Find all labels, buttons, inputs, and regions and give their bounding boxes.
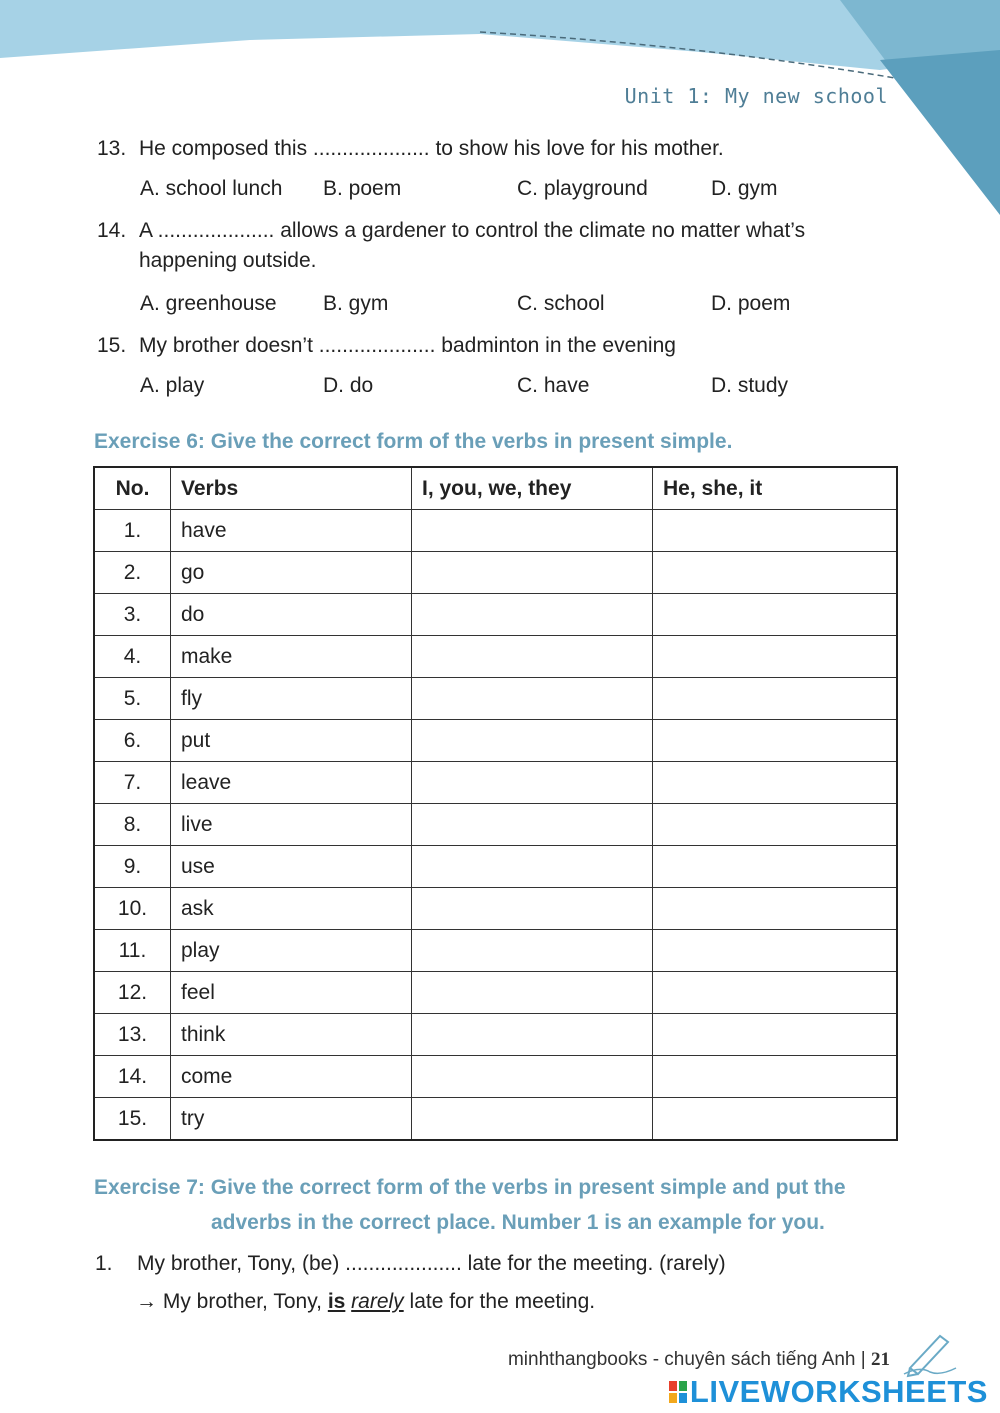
table-row <box>94 510 897 552</box>
answer-cell-singular[interactable] <box>653 678 898 720</box>
answer-cell-singular[interactable] <box>653 930 898 972</box>
answer-cell-singular[interactable] <box>653 1014 898 1056</box>
row-number: 15. <box>94 1098 171 1141</box>
answer-cell-plural[interactable] <box>412 1098 653 1141</box>
answer-cell-singular[interactable] <box>653 888 898 930</box>
row-number: 10. <box>94 888 171 930</box>
row-number: 5. <box>94 678 171 720</box>
answer-cell-plural[interactable] <box>412 762 653 804</box>
option-c: C. school <box>517 292 605 315</box>
answer-cell-plural[interactable] <box>412 636 653 678</box>
row-verb: feel <box>171 972 412 1014</box>
exercise-7-item-1 <box>95 1249 726 1279</box>
answer-cell-singular[interactable] <box>653 846 898 888</box>
answer-cell-plural[interactable] <box>412 510 653 552</box>
liveworksheets-watermark[interactable] <box>668 1374 988 1410</box>
option-a: A. play <box>140 374 205 397</box>
table-row <box>94 846 897 888</box>
example-answer <box>136 1290 595 1314</box>
table-header-row <box>94 467 897 510</box>
answer-cell-plural[interactable] <box>412 1014 653 1056</box>
pen-icon <box>900 1328 960 1378</box>
answer-cell-singular[interactable] <box>653 510 898 552</box>
answer-cell-plural[interactable] <box>412 930 653 972</box>
row-number: 14. <box>94 1056 171 1098</box>
exercise-7-title-line1: Exercise 7: Give the correct form of the verbs in present simple and put the <box>94 1176 846 1199</box>
answer-cell-singular[interactable] <box>653 636 898 678</box>
row-verb: make <box>171 636 412 678</box>
answer-cell-singular[interactable] <box>653 972 898 1014</box>
answer-cell-singular[interactable] <box>653 552 898 594</box>
row-verb: try <box>171 1098 412 1141</box>
answer-cell-singular[interactable] <box>653 804 898 846</box>
answer-cell-plural[interactable] <box>412 678 653 720</box>
answer-verb: is <box>327 1290 346 1313</box>
row-number: 13. <box>94 1014 171 1056</box>
question-text-line2: happening outside. <box>139 249 317 272</box>
question-number: 14. <box>97 219 127 242</box>
row-verb: do <box>171 594 412 636</box>
table-row <box>94 1056 897 1098</box>
row-verb: fly <box>171 678 412 720</box>
question-14 <box>97 216 907 276</box>
row-verb: ask <box>171 888 412 930</box>
answer-cell-singular[interactable] <box>653 1098 898 1141</box>
header-verbs: Verbs <box>171 467 412 510</box>
row-verb: have <box>171 510 412 552</box>
option-b: B. poem <box>323 177 402 200</box>
row-verb: think <box>171 1014 412 1056</box>
exercise-6-title: Exercise 6: Give the correct form of the verbs in present simple. <box>94 430 733 453</box>
verb-table <box>93 466 898 1141</box>
answer-cell-plural[interactable] <box>412 720 653 762</box>
question-text: He composed this .................... to show his love for his mother. <box>139 137 724 160</box>
answer-cell-singular[interactable] <box>653 1056 898 1098</box>
item-text: My brother, Tony, (be) .................... late for the meeting. (rarely) <box>137 1252 726 1275</box>
exercise-7-title-line2: adverbs in the correct place. Number 1 is an example for you. <box>211 1211 825 1234</box>
row-number: 6. <box>94 720 171 762</box>
table-row <box>94 678 897 720</box>
row-number: 12. <box>94 972 171 1014</box>
row-number: 1. <box>94 510 171 552</box>
answer-suffix: late for the meeting. <box>403 1290 596 1313</box>
publisher-text: minhthangbooks - chuyên sách tiếng Anh | <box>507 1349 866 1370</box>
row-verb: come <box>171 1056 412 1098</box>
table-row <box>94 972 897 1014</box>
option-d: D. gym <box>711 177 778 200</box>
answer-cell-plural[interactable] <box>412 804 653 846</box>
question-15 <box>97 331 676 361</box>
question-number: 13. <box>97 137 127 160</box>
answer-cell-singular[interactable] <box>653 762 898 804</box>
answer-prefix: → My brother, Tony, <box>136 1290 328 1313</box>
liveworksheets-logo-icon <box>668 1379 688 1405</box>
option-b: D. do <box>323 374 374 397</box>
question-13 <box>97 134 724 164</box>
table-row <box>94 888 897 930</box>
answer-adverb: rarely <box>351 1290 404 1313</box>
option-d: D. study <box>711 374 789 397</box>
answer-cell-plural[interactable] <box>412 846 653 888</box>
table-row <box>94 720 897 762</box>
header-plural: I, you, we, they <box>412 467 653 510</box>
option-a: A. greenhouse <box>140 292 277 315</box>
row-number: 7. <box>94 762 171 804</box>
table-row <box>94 762 897 804</box>
question-number: 15. <box>97 334 127 357</box>
table-row <box>94 1014 897 1056</box>
row-number: 11. <box>94 930 171 972</box>
option-d: D. poem <box>711 292 791 315</box>
answer-cell-plural[interactable] <box>412 1056 653 1098</box>
option-c: C. playground <box>517 177 648 200</box>
row-number: 2. <box>94 552 171 594</box>
row-verb: go <box>171 552 412 594</box>
answer-cell-plural[interactable] <box>412 552 653 594</box>
header-singular: He, she, it <box>653 467 898 510</box>
watermark-text: LIVEWORKSHEETS <box>689 1374 988 1409</box>
unit-title: Unit 1: My new school <box>624 84 888 108</box>
item-number: 1. <box>95 1252 113 1275</box>
answer-cell-plural[interactable] <box>412 972 653 1014</box>
option-a: A. school lunch <box>140 177 283 200</box>
row-number: 9. <box>94 846 171 888</box>
option-c: C. have <box>517 374 590 397</box>
table-row <box>94 636 897 678</box>
page-number: 21 <box>871 1349 890 1370</box>
table-row <box>94 930 897 972</box>
question-text: My brother doesn’t .................... badminton in the evening <box>139 334 676 357</box>
option-b: B. gym <box>323 292 389 315</box>
table-row <box>94 804 897 846</box>
question-text-line1: A .................... allows a gardener to control the climate no matter what’s <box>139 219 806 242</box>
row-number: 3. <box>94 594 171 636</box>
answer-cell-singular[interactable] <box>653 720 898 762</box>
table-row <box>94 594 897 636</box>
table-row <box>94 552 897 594</box>
row-verb: use <box>171 846 412 888</box>
answer-cell-singular[interactable] <box>653 594 898 636</box>
answer-cell-plural[interactable] <box>412 888 653 930</box>
row-number: 4. <box>94 636 171 678</box>
row-verb: leave <box>171 762 412 804</box>
row-number: 8. <box>94 804 171 846</box>
answer-cell-plural[interactable] <box>412 594 653 636</box>
row-verb: put <box>171 720 412 762</box>
header-no: No. <box>94 467 171 510</box>
table-row <box>94 1098 897 1141</box>
row-verb: live <box>171 804 412 846</box>
page-footer <box>508 1349 890 1371</box>
row-verb: play <box>171 930 412 972</box>
